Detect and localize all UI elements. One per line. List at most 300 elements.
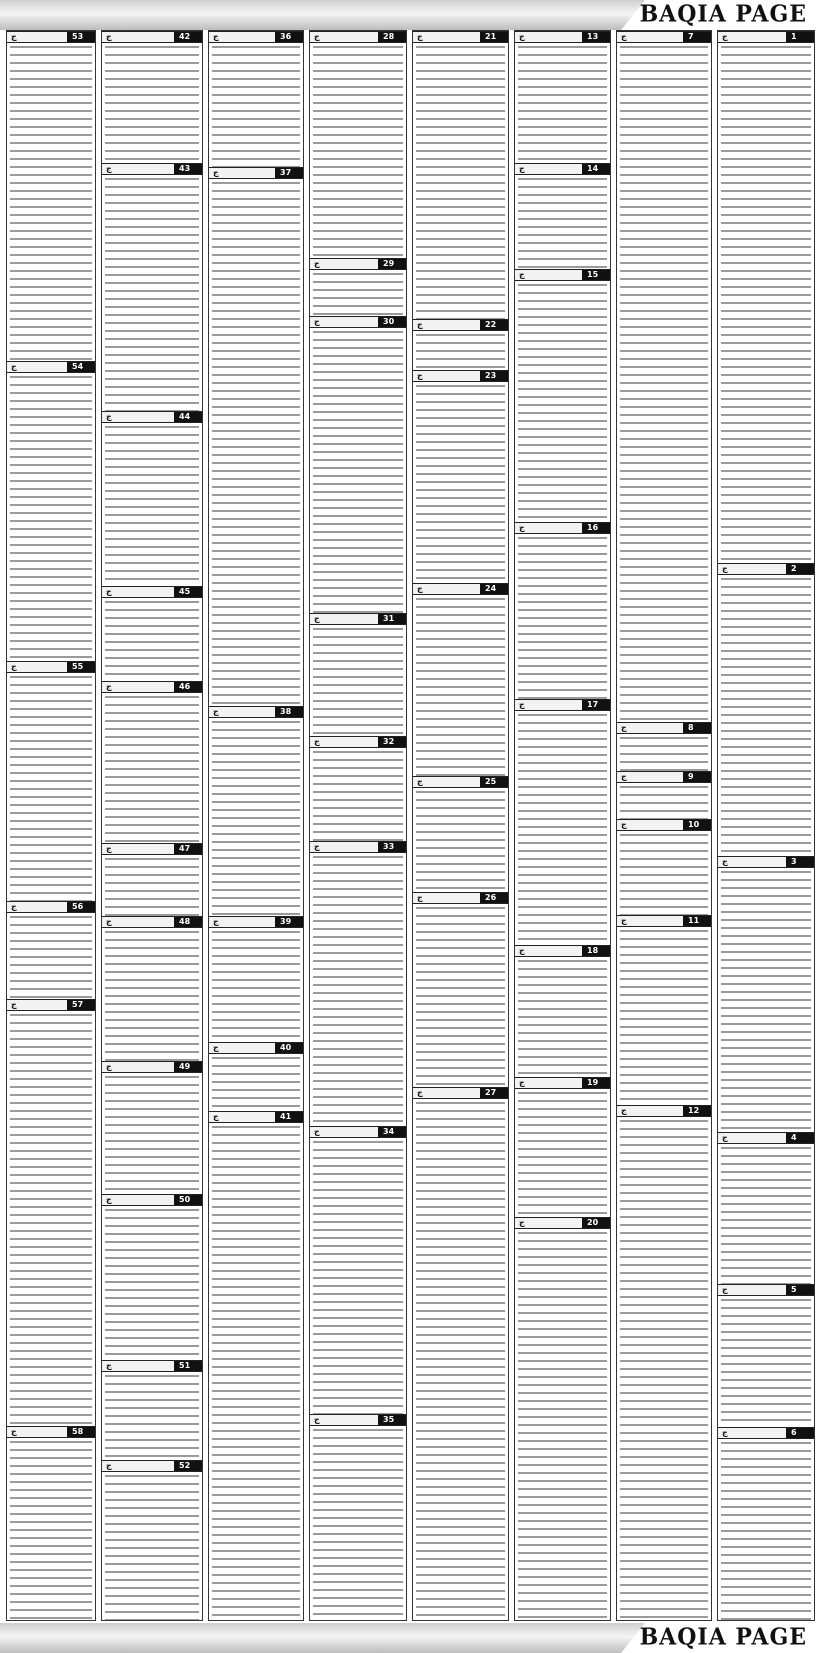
entry-header	[718, 1132, 814, 1144]
question-marker: ج	[417, 320, 423, 329]
entry-header	[617, 722, 711, 734]
entry-number: 31	[378, 614, 406, 624]
entry-text-block	[209, 1055, 303, 1111]
entry-number: 15	[582, 270, 610, 280]
qa-entry	[102, 1194, 202, 1360]
question-marker: ج	[11, 362, 17, 371]
qa-entry	[718, 31, 814, 563]
qa-entry	[102, 681, 202, 843]
entry-text-block	[102, 176, 202, 411]
entry-text-block	[515, 1090, 610, 1217]
entry-number: 58	[67, 1427, 95, 1437]
question-marker: ج	[314, 1415, 320, 1424]
entry-number: 52	[174, 1461, 202, 1471]
entry-header	[515, 1077, 610, 1089]
entry-number: 50	[174, 1195, 202, 1205]
entry-number: 37	[275, 168, 303, 178]
question-marker: ج	[722, 32, 728, 41]
entry-number: 44	[174, 412, 202, 422]
entry-text-block	[7, 44, 95, 361]
qa-entry	[7, 1426, 95, 1621]
entry-text-block	[617, 44, 711, 722]
entry-text-block	[102, 44, 202, 163]
masthead-banner-top	[0, 0, 821, 30]
entry-number: 12	[683, 1106, 711, 1116]
entry-number: 49	[174, 1062, 202, 1072]
qa-entry	[718, 1427, 814, 1621]
entry-header	[102, 1194, 202, 1206]
entry-header	[102, 1061, 202, 1073]
entry-number: 17	[582, 700, 610, 710]
entry-text-block	[718, 1145, 814, 1284]
entry-number: 27	[480, 1088, 508, 1098]
entry-header	[209, 1042, 303, 1054]
entry-header	[718, 856, 814, 868]
entry-text-block	[515, 176, 610, 269]
entry-text-block	[102, 1373, 202, 1460]
entry-header	[515, 945, 610, 957]
entry-header	[102, 916, 202, 928]
qa-entry	[209, 167, 303, 706]
entry-header	[102, 1460, 202, 1472]
entry-header	[310, 258, 406, 270]
entry-text-block	[413, 905, 508, 1087]
question-marker: ج	[519, 1078, 525, 1087]
qa-entry	[310, 1414, 406, 1621]
entry-header	[718, 563, 814, 575]
entry-text-block	[7, 1439, 95, 1621]
entry-text-block	[310, 329, 406, 613]
article-column	[514, 30, 611, 1621]
entry-text-block	[209, 44, 303, 167]
question-marker: ج	[106, 412, 112, 421]
entry-header	[7, 1426, 95, 1438]
entry-number: 1	[786, 32, 814, 42]
entry-text-block	[102, 599, 202, 681]
qa-entry	[515, 1217, 610, 1621]
question-marker: ج	[722, 857, 728, 866]
qa-entry	[209, 1111, 303, 1621]
entry-text-block	[515, 958, 610, 1077]
entry-number: 39	[275, 917, 303, 927]
entry-header	[310, 1126, 406, 1138]
entry-number: 25	[480, 777, 508, 787]
entry-text-block	[617, 735, 711, 771]
entry-number: 30	[378, 317, 406, 327]
entry-header	[413, 1087, 508, 1099]
article-column	[208, 30, 304, 1621]
question-marker: ج	[722, 1285, 728, 1294]
question-marker: ج	[314, 317, 320, 326]
question-marker: ج	[314, 737, 320, 746]
entry-text-block	[617, 832, 711, 915]
qa-entry	[718, 1132, 814, 1284]
entry-text-block	[515, 44, 610, 163]
question-marker: ج	[519, 1218, 525, 1227]
entry-text-block	[102, 1207, 202, 1360]
entry-number: 33	[378, 842, 406, 852]
question-marker: ج	[722, 1133, 728, 1142]
qa-entry	[413, 892, 508, 1087]
entry-text-block	[310, 1139, 406, 1414]
entry-header	[413, 583, 508, 595]
entry-text-block	[310, 854, 406, 1126]
qa-entry	[310, 841, 406, 1126]
qa-entry	[617, 771, 711, 819]
question-marker: ج	[519, 270, 525, 279]
entry-header	[209, 31, 303, 43]
question-marker: ج	[314, 259, 320, 268]
entry-header	[7, 901, 95, 913]
entry-header	[515, 31, 610, 43]
entry-header	[209, 706, 303, 718]
entry-number: 8	[683, 723, 711, 733]
entry-text-block	[718, 1440, 814, 1621]
entry-text-block	[310, 44, 406, 258]
question-marker: ج	[314, 1127, 320, 1136]
question-marker: ج	[213, 1043, 219, 1052]
qa-entry	[209, 706, 303, 916]
entry-header	[7, 361, 95, 373]
entry-number: 47	[174, 844, 202, 854]
question-marker: ج	[11, 1000, 17, 1009]
question-marker: ج	[106, 1062, 112, 1071]
entry-header	[102, 163, 202, 175]
entry-header	[102, 586, 202, 598]
entry-text-block	[209, 929, 303, 1042]
question-marker: ج	[213, 707, 219, 716]
masthead-banner-bottom	[0, 1623, 821, 1653]
entry-number: 57	[67, 1000, 95, 1010]
question-marker: ج	[106, 587, 112, 596]
entry-number: 56	[67, 902, 95, 912]
entry-text-block	[7, 674, 95, 901]
question-marker: ج	[417, 32, 423, 41]
question-marker: ج	[314, 614, 320, 623]
entry-text-block	[102, 424, 202, 586]
entry-text-block	[413, 596, 508, 776]
entry-number: 28	[378, 32, 406, 42]
entry-header	[102, 31, 202, 43]
entry-header	[617, 915, 711, 927]
qa-entry	[102, 843, 202, 916]
entry-header	[617, 1105, 711, 1117]
article-column	[412, 30, 509, 1621]
qa-entry	[310, 31, 406, 258]
qa-entry	[209, 31, 303, 167]
entry-header	[617, 771, 711, 783]
entry-number: 16	[582, 523, 610, 533]
entry-number: 18	[582, 946, 610, 956]
qa-entry	[7, 901, 95, 999]
question-marker: ج	[519, 32, 525, 41]
question-marker: ج	[314, 842, 320, 851]
question-marker: ج	[106, 682, 112, 691]
qa-entry	[515, 1077, 610, 1217]
entry-text-block	[102, 1473, 202, 1621]
qa-entry	[310, 316, 406, 613]
question-marker: ج	[519, 946, 525, 955]
qa-entry	[209, 1042, 303, 1111]
question-marker: ج	[106, 1361, 112, 1370]
question-marker: ج	[621, 32, 627, 41]
entry-number: 4	[786, 1133, 814, 1143]
entry-header	[310, 736, 406, 748]
entry-text-block	[617, 928, 711, 1105]
entry-number: 3	[786, 857, 814, 867]
qa-entry	[102, 1360, 202, 1460]
qa-entry	[718, 1284, 814, 1427]
qa-entry	[7, 999, 95, 1426]
qa-entry	[102, 586, 202, 681]
question-marker: ج	[213, 917, 219, 926]
entry-header	[102, 1360, 202, 1372]
question-marker: ج	[417, 893, 423, 902]
entry-header	[413, 892, 508, 904]
question-marker: ج	[417, 777, 423, 786]
entry-header	[310, 613, 406, 625]
entry-header	[617, 31, 711, 43]
question-marker: ج	[106, 1461, 112, 1470]
entry-number: 2	[786, 564, 814, 574]
article-column	[717, 30, 815, 1621]
entry-number: 19	[582, 1078, 610, 1088]
qa-entry	[515, 269, 610, 522]
qa-entry	[310, 1126, 406, 1414]
question-marker: ج	[314, 32, 320, 41]
qa-entry	[413, 31, 508, 319]
question-marker: ج	[11, 1427, 17, 1436]
entry-header	[718, 1284, 814, 1296]
entry-number: 23	[480, 371, 508, 381]
entry-number: 6	[786, 1428, 814, 1438]
entry-header	[310, 841, 406, 853]
question-marker: ج	[417, 584, 423, 593]
entry-number: 51	[174, 1361, 202, 1371]
entry-number: 10	[683, 820, 711, 830]
entry-header	[7, 661, 95, 673]
entry-header	[7, 999, 95, 1011]
entry-number: 54	[67, 362, 95, 372]
qa-entry	[515, 699, 610, 945]
entry-number: 43	[174, 164, 202, 174]
entry-text-block	[413, 44, 508, 319]
entry-number: 13	[582, 32, 610, 42]
entry-text-block	[718, 869, 814, 1132]
entry-number: 14	[582, 164, 610, 174]
entry-number: 29	[378, 259, 406, 269]
qa-entry	[102, 916, 202, 1061]
entry-text-block	[617, 1118, 711, 1621]
entry-number: 48	[174, 917, 202, 927]
entry-header	[515, 1217, 610, 1229]
qa-entry	[413, 583, 508, 776]
entry-text-block	[515, 1230, 610, 1621]
qa-entry	[413, 776, 508, 892]
qa-entry	[102, 411, 202, 586]
qa-entry	[617, 819, 711, 915]
entry-text-block	[209, 719, 303, 916]
entry-header	[413, 319, 508, 331]
entry-number: 38	[275, 707, 303, 717]
qa-entry	[102, 1061, 202, 1194]
entry-header	[310, 1414, 406, 1426]
entry-text-block	[515, 535, 610, 699]
qa-entry	[515, 163, 610, 269]
question-marker: ج	[213, 32, 219, 41]
entry-text-block	[102, 1074, 202, 1194]
qa-entry	[413, 1087, 508, 1621]
entry-header	[515, 163, 610, 175]
question-marker: ج	[519, 164, 525, 173]
entry-number: 34	[378, 1127, 406, 1137]
entry-number: 24	[480, 584, 508, 594]
entry-number: 5	[786, 1285, 814, 1295]
question-marker: ج	[11, 662, 17, 671]
entry-header	[718, 1427, 814, 1439]
qa-entry	[7, 361, 95, 661]
question-marker: ج	[417, 1088, 423, 1097]
entry-header	[209, 1111, 303, 1123]
entry-text-block	[7, 1012, 95, 1426]
entry-header	[7, 31, 95, 43]
entry-text-block	[515, 282, 610, 522]
qa-entry	[617, 915, 711, 1105]
entry-text-block	[7, 374, 95, 661]
qa-entry	[7, 31, 95, 361]
entry-header	[413, 776, 508, 788]
question-marker: ج	[417, 371, 423, 380]
entry-text-block	[515, 712, 610, 945]
qa-entry	[718, 563, 814, 856]
entry-text-block	[209, 180, 303, 706]
question-marker: ج	[519, 523, 525, 532]
entry-number: 45	[174, 587, 202, 597]
entry-header	[209, 916, 303, 928]
qa-entry	[310, 258, 406, 316]
entry-text-block	[310, 626, 406, 736]
entry-number: 35	[378, 1415, 406, 1425]
entry-header	[209, 167, 303, 179]
entry-text-block	[413, 789, 508, 892]
entry-number: 7	[683, 32, 711, 42]
entry-header	[310, 31, 406, 43]
qa-entry	[718, 856, 814, 1132]
entry-text-block	[102, 929, 202, 1061]
article-column	[616, 30, 712, 1621]
entry-header	[310, 316, 406, 328]
entry-number: 42	[174, 32, 202, 42]
question-marker: ج	[213, 168, 219, 177]
question-marker: ج	[106, 1195, 112, 1204]
entry-header	[617, 819, 711, 831]
entry-number: 9	[683, 772, 711, 782]
entry-header	[413, 370, 508, 382]
entry-text-block	[310, 749, 406, 841]
question-marker: ج	[621, 1106, 627, 1115]
entry-text-block	[413, 1100, 508, 1621]
question-marker: ج	[11, 902, 17, 911]
entry-header	[515, 269, 610, 281]
question-marker: ج	[106, 32, 112, 41]
entry-header	[102, 411, 202, 423]
qa-entry	[310, 736, 406, 841]
entry-number: 55	[67, 662, 95, 672]
question-marker: ج	[621, 820, 627, 829]
question-marker: ج	[106, 917, 112, 926]
qa-entry	[617, 722, 711, 771]
article-column	[101, 30, 203, 1621]
entry-number: 21	[480, 32, 508, 42]
entry-header	[102, 843, 202, 855]
entry-text-block	[413, 383, 508, 583]
question-marker: ج	[621, 916, 627, 925]
entry-number: 32	[378, 737, 406, 747]
entry-text-block	[310, 1427, 406, 1621]
question-marker: ج	[106, 164, 112, 173]
qa-entry	[102, 31, 202, 163]
entry-number: 26	[480, 893, 508, 903]
qa-entry	[413, 370, 508, 583]
masthead-title: BAQIA PAGE	[639, 1623, 807, 1651]
entry-number: 40	[275, 1043, 303, 1053]
qa-entry	[413, 319, 508, 370]
entry-text-block	[718, 1297, 814, 1427]
question-marker: ج	[213, 1112, 219, 1121]
entry-number: 53	[67, 32, 95, 42]
qa-entry	[102, 1460, 202, 1621]
entry-text-block	[718, 576, 814, 856]
entry-number: 11	[683, 916, 711, 926]
question-marker: ج	[106, 844, 112, 853]
entry-number: 46	[174, 682, 202, 692]
entry-text-block	[7, 914, 95, 999]
question-marker: ج	[722, 1428, 728, 1437]
qa-entry	[209, 916, 303, 1042]
entry-number: 20	[582, 1218, 610, 1228]
qa-entry	[515, 522, 610, 699]
qa-entry	[102, 163, 202, 411]
qa-entry	[617, 31, 711, 722]
entry-text-block	[209, 1124, 303, 1621]
question-marker: ج	[621, 772, 627, 781]
qa-entry	[617, 1105, 711, 1621]
question-marker: ج	[722, 564, 728, 573]
qa-entry	[515, 945, 610, 1077]
entry-number: 22	[480, 320, 508, 330]
entry-text-block	[718, 44, 814, 563]
newspaper-page	[6, 30, 815, 1623]
question-marker: ج	[519, 700, 525, 709]
entry-text-block	[413, 332, 508, 370]
entry-header	[515, 522, 610, 534]
entry-header	[413, 31, 508, 43]
entry-header	[102, 681, 202, 693]
entry-number: 36	[275, 32, 303, 42]
entry-text-block	[310, 271, 406, 316]
entry-text-block	[102, 856, 202, 916]
qa-entry	[310, 613, 406, 736]
entry-header	[718, 31, 814, 43]
question-marker: ج	[621, 723, 627, 732]
entry-text-block	[617, 784, 711, 819]
entry-header	[515, 699, 610, 711]
qa-entry	[515, 31, 610, 163]
article-column	[309, 30, 407, 1621]
masthead-title: BAQIA PAGE	[639, 0, 807, 28]
entry-text-block	[102, 694, 202, 843]
question-marker: ج	[11, 32, 17, 41]
